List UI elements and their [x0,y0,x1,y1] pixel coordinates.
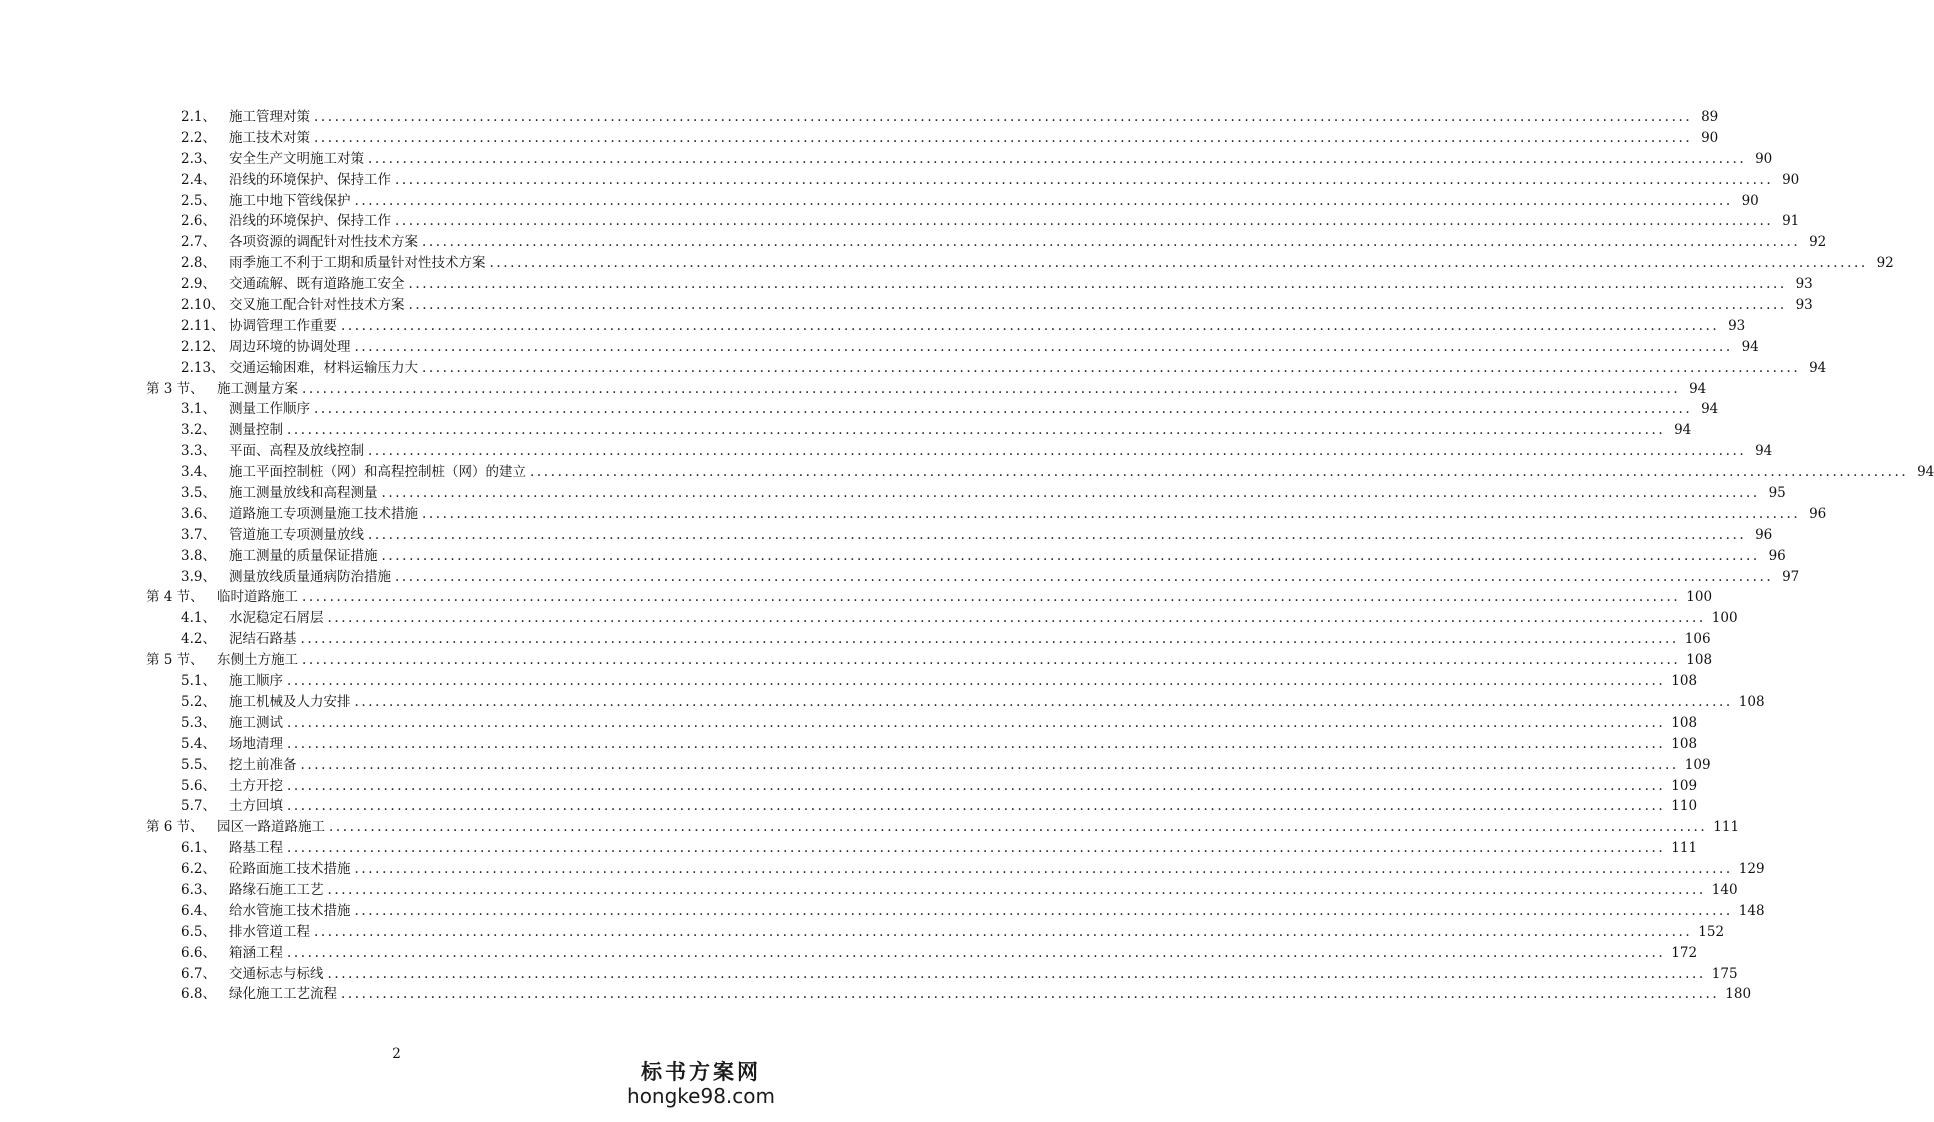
toc-entry-title: 交叉施工配合针对性技术方案 [229,297,405,314]
toc-entry-title: 交通疏解、既有道路施工安全 [229,276,405,293]
toc-entry-page: 106 [1684,631,1711,648]
toc-entry-page: 94 [1917,464,1934,481]
toc-entry-page: 94 [1809,359,1827,376]
toc-entry-line [217,587,1713,608]
toc-entry-title: 土方开挖 [229,777,283,794]
toc-entry-line [229,337,1759,358]
toc-entry-number: 5.4、 [181,735,216,752]
toc-entry-line [229,253,1894,274]
toc-entry[interactable] [0,462,1934,483]
toc-entry-line [229,316,1746,337]
toc-entry-page: 94 [1689,380,1707,397]
toc-entry-line [229,608,1738,629]
toc-entry-number: 3.5、 [181,485,216,502]
toc-leader-dots: ........................................................................................................................................................................................................ [395,171,1774,188]
toc-entry[interactable] [0,211,1800,232]
toc-entry-number: 5.3、 [181,714,216,731]
toc-leader-dots: ........................................................................................................................................................................................................ [302,380,1681,397]
toc-entry-number: 6.3、 [181,881,216,898]
toc-entry-number: 5.6、 [181,777,216,794]
toc-entry-title: 道路施工专项测量施工技术措施 [229,505,418,522]
toc-entry-line [229,420,1692,441]
toc-entry-number: 3.7、 [181,526,216,543]
toc-leader-dots: ........................................................................................................................................................................................................ [354,902,1733,919]
toc-leader-dots: ........................................................................................................................................................................................................ [314,401,1693,418]
toc-entry-number: 2.1、 [181,109,216,125]
toc-entry-page: 96 [1755,526,1773,543]
toc-entry-page: 152 [1698,923,1725,940]
toc-entry-page: 108 [1671,673,1698,690]
toc-leader-dots: ........................................................................................................................................................................................................ [408,297,1787,314]
toc-leader-dots: ........................................................................................................................................................................................................ [368,443,1747,460]
toc-entry-number: 3.6、 [181,505,216,522]
toc-entry-page: 90 [1782,171,1800,188]
watermark-url: hongke98.com [627,1084,775,1108]
toc-entry-number: 4.1、 [181,610,216,627]
toc-entry-page: 100 [1686,589,1713,606]
toc-entry-page: 94 [1741,338,1759,355]
toc-entry-number: 第 3 节、 [146,380,204,397]
toc-entry[interactable] [0,316,1746,337]
toc-entry-line [229,170,1800,191]
toc-entry-line [229,274,1813,295]
toc-entry-line [229,734,1698,755]
toc-entry-page: 109 [1684,756,1711,773]
toc-entry-number: 2.4、 [181,171,216,188]
toc-entry-page: 110 [1671,798,1698,815]
toc-entry-page: 94 [1755,443,1773,460]
toc-entry[interactable] [0,608,1738,629]
toc-entry-title: 雨季施工不利于工期和质量针对性技术方案 [229,255,486,272]
toc-leader-dots: ........................................................................................................................................................................................................ [302,652,1681,669]
toc-entry-title: 施工中地下管线保护 [229,192,351,209]
toc-leader-dots: ........................................................................................................................................................................................................ [327,610,1706,627]
toc-entry-number: 5.2、 [181,693,216,710]
toc-entry-page: 96 [1768,547,1786,564]
toc-entry-line [229,796,1698,817]
toc-entry-title: 箱涵工程 [229,944,283,961]
toc-entry-line [229,483,1786,504]
toc-leader-dots: ........................................................................................................................................................................................................ [489,255,1868,272]
toc-entry-number: 2.5、 [181,192,216,209]
toc-entry-line [217,817,1740,838]
toc-entry-page: 175 [1711,965,1738,982]
toc-entry-number: 5.1、 [181,673,216,690]
toc-entry-number: 3.8、 [181,547,216,564]
toc-entry[interactable] [0,483,1786,504]
table-of-contents [0,107,1934,1005]
toc-entry-line [229,149,1773,170]
toc-entry[interactable] [0,253,1894,274]
toc-entry-line [229,922,1725,943]
toc-leader-dots: ........................................................................................................................................................................................................ [354,693,1733,710]
toc-entry-line [229,755,1711,776]
toc-entry-line [229,859,1765,880]
toc-entry[interactable] [0,838,1698,859]
toc-entry-line [229,399,1719,420]
toc-entry-line [229,964,1738,985]
toc-entry-title: 施工测量方案 [217,380,298,397]
toc-entry-line [217,650,1713,671]
toc-entry-page: 93 [1795,297,1813,314]
toc-entry[interactable] [0,692,1765,713]
toc-leader-dots: ........................................................................................................................................................................................................ [422,234,1801,251]
toc-entry[interactable] [0,587,1713,608]
toc-entry-line [229,880,1738,901]
toc-entry-line [229,525,1773,546]
toc-entry[interactable] [0,420,1692,441]
toc-entry-title: 沿线的环境保护、保持工作 [229,213,391,230]
toc-entry-line [229,191,1759,212]
toc-entry-title: 场地清理 [229,735,283,752]
toc-entry-title: 安全生产文明施工对策 [229,150,364,167]
toc-entry-title: 施工平面控制桩（网）和高程控制桩（网）的建立 [229,464,526,481]
toc-entry[interactable] [0,232,1827,253]
toc-entry-number: 3.4、 [181,464,216,481]
toc-entry-title: 砼路面施工技术措施 [229,861,351,878]
toc-entry-line [229,901,1765,922]
toc-entry-number: 2.8、 [181,255,216,272]
toc-entry[interactable] [0,943,1698,964]
toc-entry-number: 3.1、 [181,401,216,418]
toc-leader-dots: ........................................................................................................................................................................................................ [422,359,1801,376]
toc-entry-line [229,462,1934,483]
toc-entry-line [229,692,1765,713]
toc-entry-number: 2.9、 [181,276,216,293]
toc-entry-title: 各项资源的调配针对性技术方案 [229,234,418,251]
toc-leader-dots: ........................................................................................................................................................................................................ [314,109,1693,125]
toc-entry-page: 90 [1755,150,1773,167]
page-number: 2 [392,1046,401,1062]
toc-leader-dots: ........................................................................................................................................................................................................ [287,944,1666,961]
toc-entry[interactable] [0,441,1773,462]
toc-entry[interactable] [0,880,1738,901]
toc-leader-dots: ........................................................................................................................................................................................................ [354,192,1733,209]
toc-entry-number: 6.2、 [181,861,216,878]
toc-entry-title: 排水管道工程 [229,923,310,940]
toc-entry-title: 泥结石路基 [229,631,297,648]
toc-entry[interactable] [0,379,1707,400]
toc-leader-dots: ........................................................................................................................................................................................................ [422,505,1801,522]
toc-entry-line [229,295,1813,316]
toc-entry-line [229,567,1800,588]
toc-entry-number: 6.7、 [181,965,216,982]
toc-leader-dots: ........................................................................................................................................................................................................ [327,881,1706,898]
toc-entry[interactable] [0,107,1719,128]
toc-entry[interactable] [0,337,1759,358]
toc-leader-dots: ........................................................................................................................................................................................................ [395,213,1774,230]
toc-entry[interactable] [0,964,1738,985]
toc-leader-dots: ........................................................................................................................................................................................................ [287,714,1666,731]
toc-entry[interactable] [0,755,1711,776]
toc-entry-title: 沿线的环境保护、保持工作 [229,171,391,188]
toc-entry-page: 95 [1768,485,1786,502]
toc-entry-line [229,504,1827,525]
toc-entry[interactable] [0,295,1813,316]
toc-entry-page: 90 [1741,192,1759,209]
toc-entry-page: 108 [1671,714,1698,731]
toc-entry-page: 100 [1711,610,1738,627]
toc-entry[interactable] [0,776,1698,797]
toc-entry[interactable] [0,734,1698,755]
toc-entry-number: 6.5、 [181,923,216,940]
toc-leader-dots: ........................................................................................................................................................................................................ [368,150,1747,167]
toc-entry-number: 6.4、 [181,902,216,919]
toc-entry-line [229,671,1698,692]
toc-leader-dots: ........................................................................................................................................................................................................ [395,568,1774,585]
toc-leader-dots: ........................................................................................................................................................................................................ [354,338,1733,355]
watermark-name: 标书方案网 [641,1059,761,1084]
toc-entry-line [229,776,1698,797]
toc-entry[interactable] [0,128,1719,149]
toc-entry-title: 周边环境的协调处理 [229,338,351,355]
toc-entry-title: 施工技术对策 [229,129,310,146]
toc-entry-title: 施工测量放线和高程测量 [229,485,378,502]
toc-entry-number: 5.7、 [181,798,216,815]
toc-entry-line [229,358,1827,379]
toc-entry-page: 93 [1728,317,1746,334]
toc-entry-line [229,838,1698,859]
toc-leader-dots: ........................................................................................................................................................................................................ [408,276,1787,293]
toc-entry[interactable] [0,504,1827,525]
toc-entry[interactable] [0,191,1759,212]
toc-entry-title: 临时道路施工 [217,589,298,606]
toc-entry-title: 挖土前准备 [229,756,297,773]
toc-entry-title: 土方回填 [229,798,283,815]
toc-entry[interactable] [0,984,1752,1005]
toc-entry-number: 6.6、 [181,944,216,961]
toc-entry-number: 2.13、 [181,359,225,376]
toc-entry[interactable] [0,713,1698,734]
toc-entry-line [229,629,1711,650]
toc-entry-page: 140 [1711,881,1738,898]
toc-entry[interactable] [0,274,1813,295]
toc-entry-page: 108 [1738,693,1765,710]
toc-entry-page: 148 [1738,902,1765,919]
toc-entry-title: 给水管施工技术措施 [229,902,351,919]
toc-leader-dots: ........................................................................................................................................................................................................ [329,819,1708,836]
toc-entry-page: 111 [1713,819,1740,836]
toc-entry-number: 2.10、 [181,297,225,314]
toc-leader-dots: ........................................................................................................................................................................................................ [381,485,1760,502]
toc-leader-dots: ........................................................................................................................................................................................................ [341,986,1720,1003]
toc-entry-title: 测量工作顺序 [229,401,310,418]
toc-entry[interactable] [0,922,1725,943]
toc-entry-number: 3.2、 [181,422,216,439]
toc-entry-title: 施工机械及人力安排 [229,693,351,710]
toc-entry-number: 2.2、 [181,129,216,146]
toc-leader-dots: ........................................................................................................................................................................................................ [287,673,1666,690]
toc-entry[interactable] [0,525,1773,546]
toc-entry-title: 水泥稳定石屑层 [229,610,324,627]
toc-entry-page: 94 [1674,422,1692,439]
toc-leader-dots: ........................................................................................................................................................................................................ [354,861,1733,878]
toc-entry[interactable] [0,629,1711,650]
toc-entry-page: 94 [1701,401,1719,418]
toc-entry-number: 2.3、 [181,150,216,167]
toc-leader-dots: ........................................................................................................................................................................................................ [300,631,1679,648]
toc-entry[interactable] [0,567,1800,588]
toc-entry-page: 111 [1671,840,1698,857]
watermark [627,1056,775,1108]
toc-leader-dots: ........................................................................................................................................................................................................ [530,464,1909,481]
toc-entry-line [229,107,1719,128]
toc-entry-number: 4.2、 [181,631,216,648]
toc-leader-dots: ........................................................................................................................................................................................................ [327,965,1706,982]
toc-entry-title: 交通运输困难，材料运输压力大 [229,359,418,376]
toc-entry-line [229,128,1719,149]
toc-leader-dots: ........................................................................................................................................................................................................ [287,777,1666,794]
toc-entry-number: 5.5、 [181,756,216,773]
toc-entry-page: 92 [1809,234,1827,251]
toc-entry[interactable] [0,358,1827,379]
toc-entry-page: 180 [1725,986,1752,1003]
toc-entry-title: 测量控制 [229,422,283,439]
toc-entry-page: 172 [1671,944,1698,961]
toc-entry-title: 协调管理工作重要 [229,317,337,334]
toc-entry[interactable] [0,901,1765,922]
toc-entry-title: 管道施工专项测量放线 [229,526,364,543]
toc-entry-title: 施工顺序 [229,673,283,690]
toc-leader-dots: ........................................................................................................................................................................................................ [314,923,1693,940]
toc-leader-dots: ........................................................................................................................................................................................................ [287,798,1666,815]
toc-entry-title: 施工测试 [229,714,283,731]
toc-entry[interactable] [0,399,1719,420]
toc-entry-page: 108 [1686,652,1713,669]
toc-entry-title: 施工管理对策 [229,109,310,125]
toc-leader-dots: ........................................................................................................................................................................................................ [341,317,1720,334]
toc-leader-dots: ........................................................................................................................................................................................................ [287,735,1666,752]
toc-entry-page: 97 [1782,568,1800,585]
toc-entry[interactable] [0,149,1773,170]
toc-leader-dots: ........................................................................................................................................................................................................ [287,840,1666,857]
toc-entry-title: 施工测量的质量保证措施 [229,547,378,564]
toc-entry-title: 测量放线质量通病防治措施 [229,568,391,585]
toc-leader-dots: ........................................................................................................................................................................................................ [300,756,1679,773]
toc-entry-line [229,546,1786,567]
toc-entry-page: 96 [1809,505,1827,522]
toc-entry-title: 路缘石施工工艺 [229,881,324,898]
toc-entry-title: 园区一路道路施工 [217,819,325,836]
toc-entry[interactable] [0,170,1800,191]
toc-entry-line [229,713,1698,734]
toc-entry-line [229,984,1752,1005]
toc-entry-number: 3.9、 [181,568,216,585]
toc-entry[interactable] [0,546,1786,567]
toc-entry-line [229,441,1773,462]
toc-leader-dots: ........................................................................................................................................................................................................ [314,129,1693,146]
toc-leader-dots: ........................................................................................................................................................................................................ [381,547,1760,564]
toc-entry[interactable] [0,859,1765,880]
toc-entry-title: 东侧土方施工 [217,652,298,669]
toc-entry-title: 平面、高程及放线控制 [229,443,364,460]
toc-entry-page: 91 [1782,213,1800,230]
toc-entry-number: 第 5 节、 [146,652,204,669]
toc-entry-page: 90 [1701,129,1719,146]
toc-entry-page: 92 [1876,255,1894,272]
toc-entry[interactable] [0,796,1698,817]
toc-entry-page: 108 [1671,735,1698,752]
toc-leader-dots: ........................................................................................................................................................................................................ [287,422,1666,439]
toc-entry[interactable] [0,817,1740,838]
toc-entry-page: 109 [1671,777,1698,794]
toc-entry-title: 绿化施工工艺流程 [229,986,337,1003]
toc-entry-line [217,379,1707,400]
toc-leader-dots: ........................................................................................................................................................................................................ [302,589,1681,606]
toc-entry-number: 2.11、 [181,317,225,334]
toc-entry[interactable] [0,671,1698,692]
toc-entry-page: 129 [1738,861,1765,878]
toc-entry-number: 6.1、 [181,840,216,857]
toc-entry-number: 第 4 节、 [146,589,204,606]
toc-leader-dots: ........................................................................................................................................................................................................ [368,526,1747,543]
toc-entry-line [229,232,1827,253]
toc-entry-number: 2.6、 [181,213,216,230]
toc-entry-page: 89 [1701,109,1719,125]
toc-entry-line [229,943,1698,964]
toc-entry-number: 2.12、 [181,338,225,355]
toc-entry[interactable] [0,650,1713,671]
toc-entry-number: 2.7、 [181,234,216,251]
toc-entry-title: 交通标志与标线 [229,965,324,982]
toc-entry-line [229,211,1800,232]
toc-entry-number: 6.8、 [181,986,216,1003]
toc-entry-number: 第 6 节、 [146,819,204,836]
toc-entry-page: 93 [1795,276,1813,293]
toc-entry-number: 3.3、 [181,443,216,460]
toc-entry-title: 路基工程 [229,840,283,857]
